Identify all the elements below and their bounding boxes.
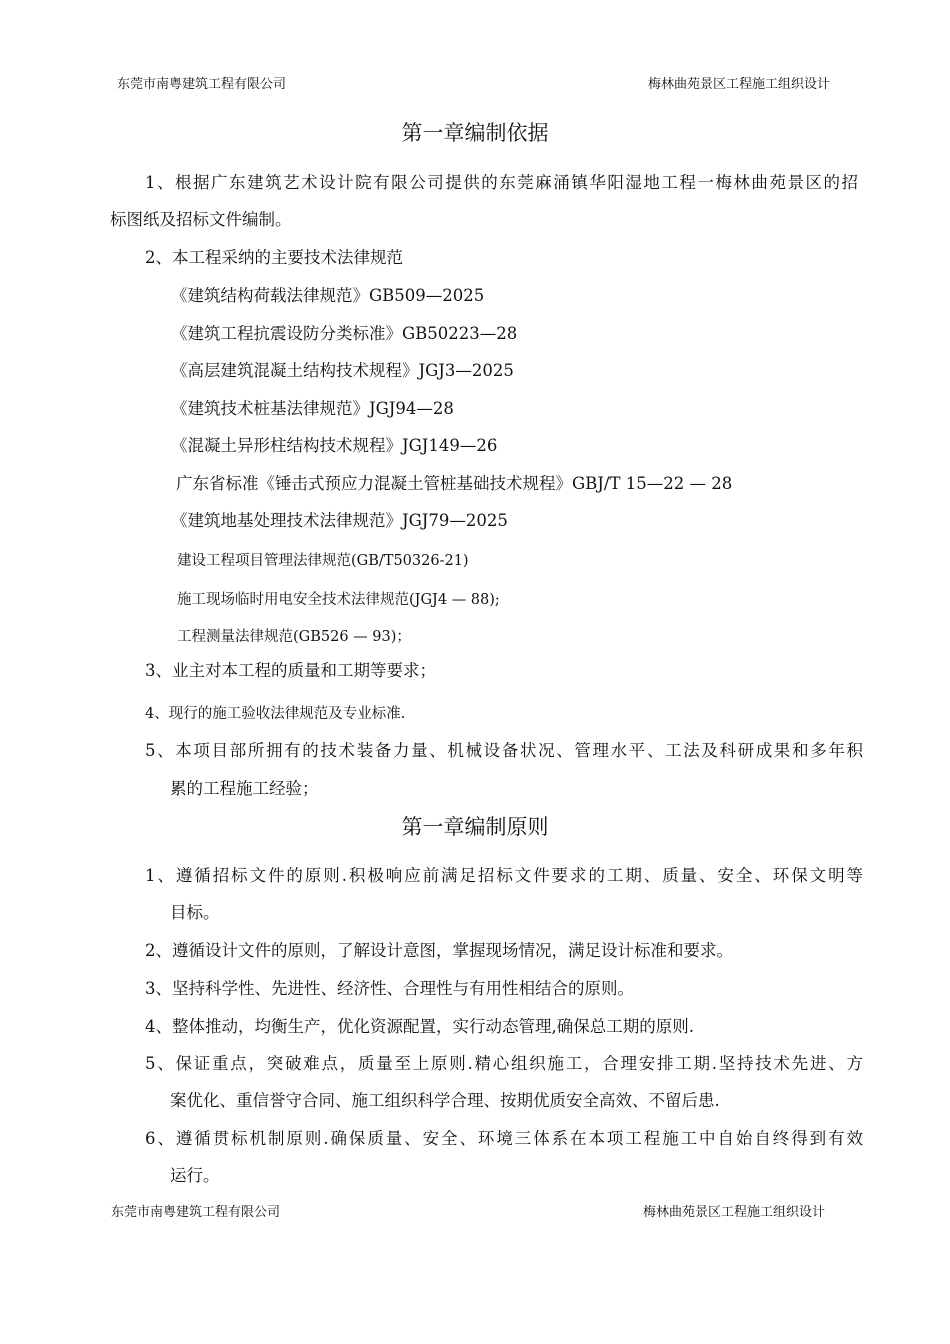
chapter2-item2: 2、遵循设计文件的原则，了解设计意图，掌握现场情况，满足设计标准和要求。 <box>145 941 733 960</box>
chapter2-item6-line1: 6、遵循贯标机制原则.确保质量、安全、环境三体系在本项工程施工中自始自终得到有效 <box>145 1129 863 1148</box>
chapter2-item4: 4、整体推动，均衡生产，优化资源配置，实行动态管理,确保总工期的原则. <box>145 1017 694 1036</box>
chapter1-item1-line2: 标图纸及招标文件编制。 <box>110 210 292 229</box>
standard-item: 《建筑技术桩基法律规范》JGJ94—28 <box>171 399 454 418</box>
chapter1-item5-line2: 累的工程施工经验； <box>170 779 319 798</box>
chapter2-item5-line1: 5、保证重点，突破难点，质量至上原则.精心组织施工，合理安排工期.坚持技术先进、方 <box>145 1054 863 1073</box>
standard-item: 《建筑结构荷载法律规范》GB509—2025 <box>171 286 485 305</box>
footer-company: 东莞市南粤建筑工程有限公司 <box>111 1205 281 1220</box>
chapter1-item5-line1: 5、本项目部所拥有的技术装备力量、机械设备状况、管理水平、工法及科研成果和多年积 <box>145 741 863 760</box>
chapter2-item1-line2: 目标。 <box>170 903 220 922</box>
chapter2-title: 第一章编制原则 <box>401 815 549 839</box>
footer-doc-title: 梅林曲苑景区工程施工组织设计 <box>643 1205 826 1220</box>
header-company: 东莞市南粤建筑工程有限公司 <box>117 77 287 92</box>
standard-item-small: 工程测量法律规范(GB526 — 93)； <box>177 629 411 645</box>
chapter2-item1-line1: 1、遵循招标文件的原则.积极响应前满足招标文件要求的工期、质量、安全、环保文明等 <box>145 866 863 885</box>
chapter1-item1-line1: 1、根据广东建筑艺术设计院有限公司提供的东莞麻涌镇华阳湿地工程一梅林曲苑景区的招 <box>145 173 858 192</box>
standard-item-small: 建设工程项目管理法律规范(GB/T50326-21) <box>177 553 469 569</box>
standard-item: 《建筑工程抗震设防分类标准》GB50223—28 <box>171 324 518 343</box>
standard-item: 广东省标准《锤击式预应力混凝土管桩基础技术规程》GBJ/T 15—22 — 28 <box>176 474 733 493</box>
standard-item: 《建筑地基处理技术法律规范》JGJ79—2025 <box>171 511 508 530</box>
chapter2-item6-line2: 运行。 <box>170 1166 220 1185</box>
standard-item: 《混凝土异形柱结构技术规程》JGJ149—26 <box>171 436 498 455</box>
header-doc-title: 梅林曲苑景区工程施工组织设计 <box>648 77 831 92</box>
chapter1-item3: 3、业主对本工程的质量和工期等要求； <box>145 661 436 680</box>
chapter2-item5-line2: 案优化、重信誉守合同、施工组织科学合理、按期优质安全高效、不留后患. <box>170 1091 720 1110</box>
chapter1-title: 第一章编制依据 <box>401 121 549 145</box>
chapter1-item2: 2、本工程采纳的主要技术法律规范 <box>145 248 403 267</box>
standard-item-small: 施工现场临时用电安全技术法律规范(JGJ4 — 88); <box>177 592 500 608</box>
chapter1-item4: 4、现行的施工验收法律规范及专业标准. <box>145 706 406 722</box>
chapter2-item3: 3、坚持科学性、先进性、经济性、合理性与有用性相结合的原则。 <box>145 979 634 998</box>
standard-item: 《高层建筑混凝土结构技术规程》JGJ3—2025 <box>171 361 514 380</box>
